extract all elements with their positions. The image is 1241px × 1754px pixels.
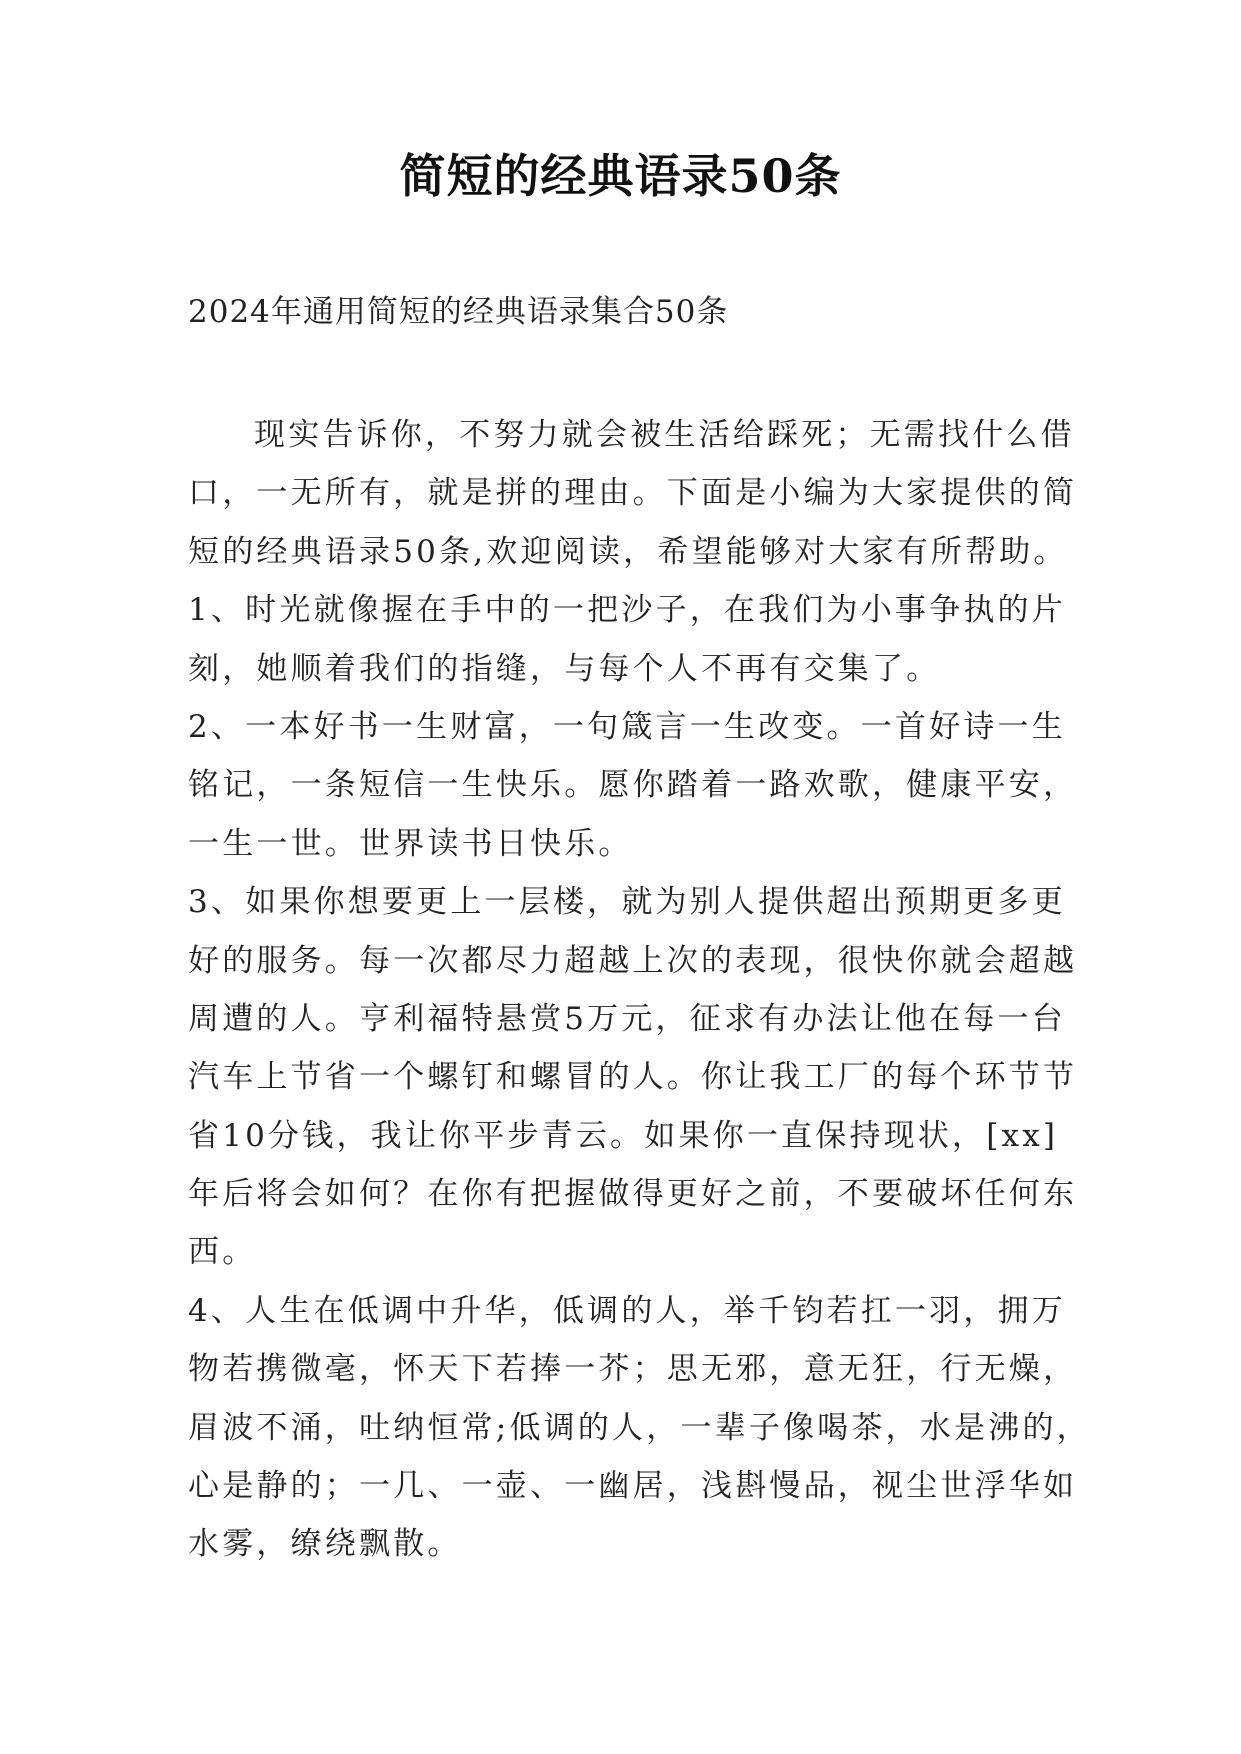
body-line: 好的服务。每一次都尽力超越上次的表现，很快你就会超越 <box>188 942 1078 979</box>
body-line: 眉波不涌，吐纳恒常;低调的人，一辈子像喝茶，水是沸的， <box>188 1409 1091 1446</box>
body-line: 西。 <box>188 1234 257 1271</box>
body-line: 一生一世。世界读书日快乐。 <box>188 825 633 862</box>
body-line: 3、如果你想要更上一层楼，就为别人提供超出预期更多更 <box>188 884 1066 921</box>
body-line: 1、时光就像握在手中的一把沙子，在我们为小事争执的片 <box>188 592 1066 629</box>
body-line: 物若携微毫，怀天下若捧一芥；思无邪，意无狂，行无燥， <box>188 1351 1078 1388</box>
document-title: 简短的经典语录50条 <box>399 149 842 203</box>
body-line: 铭记，一条短信一生快乐。愿你踏着一路欢歌，健康平安， <box>188 767 1078 804</box>
body-line: 刻，她顺着我们的指缝，与每个人不再有交集了。 <box>188 650 941 687</box>
body-line: 汽车上节省一个螺钉和螺冒的人。你让我工厂的每个环节节 <box>188 1059 1078 1096</box>
body-line: 口，一无所有，就是拼的理由。下面是小编为大家提供的简 <box>188 475 1078 512</box>
body-line: 短的经典语录50条,欢迎阅读，希望能够对大家有所帮助。 <box>188 533 1068 570</box>
body-line: 心是静的；一几、一壶、一幽居，浅斟慢品，视尘世浮华如 <box>188 1468 1078 1505</box>
body-line: 4、人生在低调中升华，低调的人，举千钧若扛一羽，拥万 <box>188 1292 1066 1329</box>
document-subtitle: 2024年通用简短的经典语录集合50条 <box>188 294 729 330</box>
body-line: 周遭的人。亨利福特悬赏5万元，征求有办法让他在每一台 <box>188 1000 1066 1037</box>
body-line: 年后将会如何？在你有把握做得更好之前，不要破坏任何东 <box>188 1176 1078 1213</box>
body-line: 省10分钱，我让你平步青云。如果你一直保持现状，[xx] <box>188 1117 1059 1154</box>
body-line: 水雾，缭绕飘散。 <box>188 1526 462 1563</box>
body-line: 现实告诉你，不努力就会被生活给踩死；无需找什么借 <box>254 417 1075 453</box>
body-line: 2、一本好书一生财富，一句箴言一生改变。一首好诗一生 <box>188 708 1066 745</box>
document-body <box>188 406 1091 1574</box>
